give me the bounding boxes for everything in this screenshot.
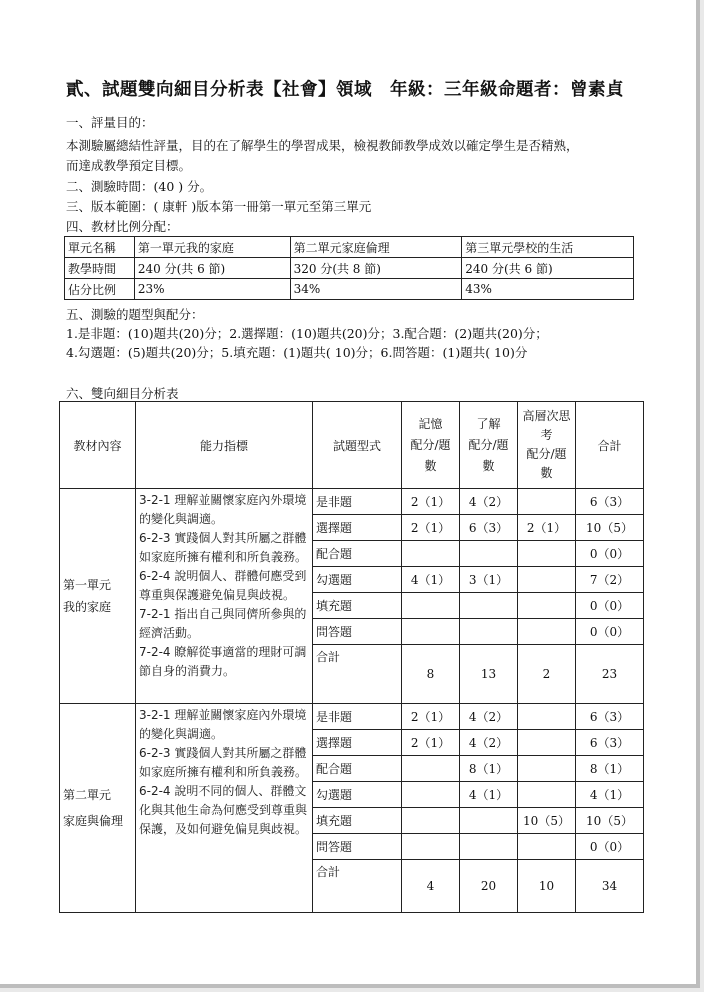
understand-cell: 6（3） (460, 515, 518, 541)
total-cell: 0（0） (576, 834, 644, 860)
section1-body-line2: 而達成教學預定目標。 (66, 158, 192, 173)
memory-cell: 4（1） (402, 567, 460, 593)
understand-sum: 13 (460, 645, 518, 704)
indicator-item: 3-2-1 理解並關懷家庭內外環境的變化與調適。 (139, 708, 307, 741)
memory-cell: 2（1） (402, 515, 460, 541)
memory-cell (402, 834, 460, 860)
higher-cell (518, 782, 576, 808)
page-title: 貳、試題雙向細目分析表【社會】領域 年級：三年級命題者：曾素貞 (66, 80, 624, 100)
memory-cell: 2（1） (402, 730, 460, 756)
header-indicator: 能力指標 (136, 402, 313, 489)
understand-cell (460, 834, 518, 860)
section5-heading: 五、測驗的題型與配分： (66, 307, 204, 322)
section3-scope: 三、版本範圍：( 康軒 )版本第一冊第一單元至第三單元 (66, 199, 372, 214)
total-sum: 34 (576, 860, 644, 913)
table-cell: 240 分(共 6 節) (462, 258, 634, 279)
memory-cell (402, 782, 460, 808)
total-cell: 10（5） (576, 515, 644, 541)
memory-cell (402, 808, 460, 834)
unit-name-line: 第一單元 (63, 578, 112, 592)
header-type: 試題型式 (313, 402, 402, 489)
table-cell: 教學時間 (65, 258, 135, 279)
higher-cell (518, 756, 576, 782)
table-cell: 第三單元學校的生活 (462, 237, 634, 258)
indicator-item: 6-2-4 說明不同的個人、群體文化與其他生命為何應受到尊重與保護，及如何避免偏見與歧視。 (139, 784, 308, 836)
total-cell: 6（3） (576, 489, 644, 515)
memory-cell: 2（1） (402, 489, 460, 515)
understand-sum: 20 (460, 860, 518, 913)
header-text: 數 (540, 466, 553, 480)
header-understand (460, 402, 518, 489)
memory-cell: 2（1） (402, 704, 460, 730)
total-cell: 8（1） (576, 756, 644, 782)
total-cell: 0（0） (576, 593, 644, 619)
indicator-item: 6-2-3 實踐個人對其所屬之群體如家庭所擁有權利和所負義務。 (139, 746, 308, 779)
item-type: 問答題 (313, 619, 402, 645)
item-type: 配合題 (313, 756, 402, 782)
item-type: 勾選題 (313, 567, 402, 593)
higher-cell (518, 730, 576, 756)
header-text: 配分/題 (410, 437, 451, 452)
section5-line1: 1.是非題：(10)題共(20)分；2.選擇題：(10)題共(20)分；3.配合題：(2)題共(20)分； (66, 326, 548, 341)
table-row (65, 258, 634, 279)
table-cell: 34% (290, 279, 462, 300)
understand-cell (460, 593, 518, 619)
table-cell: 23% (134, 279, 290, 300)
ability-indicators (136, 489, 313, 704)
higher-sum: 2 (518, 645, 576, 704)
item-type: 問答題 (313, 834, 402, 860)
table-cell: 320 分(共 8 節) (290, 258, 462, 279)
higher-cell: 10（5） (518, 808, 576, 834)
table-cell: 第二單元家庭倫理 (290, 237, 462, 258)
table-cell: 43% (462, 279, 634, 300)
higher-cell (518, 834, 576, 860)
total-cell: 6（3） (576, 730, 644, 756)
understand-cell (460, 808, 518, 834)
memory-sum: 4 (402, 860, 460, 913)
understand-cell: 4（2） (460, 704, 518, 730)
item-type: 是非題 (313, 704, 402, 730)
higher-cell (518, 593, 576, 619)
unit-name (60, 489, 136, 704)
item-type: 選擇題 (313, 515, 402, 541)
material-ratio-table (64, 236, 634, 300)
header-higher (518, 402, 576, 489)
total-cell: 6（3） (576, 704, 644, 730)
memory-cell (402, 593, 460, 619)
higher-cell: 2（1） (518, 515, 576, 541)
header-total: 合計 (576, 402, 644, 489)
unit-name-line: 家庭與倫理 (63, 814, 124, 828)
section2-time: 二、測驗時間：(40 ) 分。 (66, 179, 213, 194)
unit-name-line: 第二單元 (63, 788, 112, 802)
section5-line2: 4.勾選題：(5)題共(20)分；5.填充題：(1)題共( 10)分；6.問答題：(1)題共( 10)分 (66, 345, 528, 360)
memory-cell (402, 619, 460, 645)
higher-cell (518, 541, 576, 567)
memory-cell (402, 756, 460, 782)
header-content: 教材內容 (60, 402, 136, 489)
memory-sum: 8 (402, 645, 460, 704)
memory-cell (402, 541, 460, 567)
table-cell: 第一單元我的家庭 (134, 237, 290, 258)
higher-cell (518, 567, 576, 593)
table-row (60, 489, 644, 515)
two-way-spec-table (59, 401, 644, 913)
understand-cell (460, 541, 518, 567)
indicator-item: 7-2-4 瞭解從事適當的理財可調節自身的消費力。 (139, 645, 307, 678)
section1-body-line1: 本測驗屬總結性評量，目的在了解學生的學習成果，檢視教師教學成效以確定學生是否精熟， (66, 138, 579, 153)
item-type: 是非題 (313, 489, 402, 515)
higher-cell (518, 619, 576, 645)
header-text: 記憶 (418, 416, 443, 431)
ability-indicators (136, 704, 313, 913)
item-type: 選擇題 (313, 730, 402, 756)
total-cell: 7（2） (576, 567, 644, 593)
total-sum: 23 (576, 645, 644, 704)
item-type: 配合題 (313, 541, 402, 567)
total-cell: 0（0） (576, 541, 644, 567)
indicator-item: 6-2-4 說明個人、群體何應受到尊重與保護避免偏見與歧視。 (139, 569, 307, 602)
understand-cell: 4（1） (460, 782, 518, 808)
total-cell: 10（5） (576, 808, 644, 834)
spec-header-row (60, 402, 644, 489)
item-type: 填充題 (313, 808, 402, 834)
table-row (65, 279, 634, 300)
understand-cell: 4（2） (460, 730, 518, 756)
header-text: 數 (482, 458, 495, 473)
header-text: 數 (424, 458, 437, 473)
higher-sum: 10 (518, 860, 576, 913)
table-row (60, 704, 644, 730)
unit-name (60, 704, 136, 913)
total-cell: 4（1） (576, 782, 644, 808)
header-text: 配分/題 (526, 447, 567, 461)
section4-heading: 四、教材比例分配： (66, 219, 179, 234)
sum-label: 合計 (313, 645, 402, 704)
unit-name-line: 我的家庭 (63, 600, 112, 614)
higher-cell (518, 704, 576, 730)
indicator-item: 6-2-3 實踐個人對其所屬之群體如家庭所擁有權利和所負義務。 (139, 531, 308, 564)
header-text: 了解 (476, 416, 501, 431)
table-cell: 240 分(共 6 節) (134, 258, 290, 279)
table-cell: 單元名稱 (65, 237, 135, 258)
indicator-item: 7-2-1 指出自己與同儕所參與的經濟活動。 (139, 607, 307, 640)
section1-heading: 一、評量目的： (66, 115, 154, 130)
indicator-item: 3-2-1 理解並關懷家庭內外環境的變化與調適。 (139, 493, 307, 526)
section6-heading: 六、雙向細目分析表 (66, 386, 179, 401)
item-type: 勾選題 (313, 782, 402, 808)
understand-cell: 3（1） (460, 567, 518, 593)
understand-cell (460, 619, 518, 645)
header-text: 高層次思 (522, 409, 571, 423)
table-cell: 佔分比例 (65, 279, 135, 300)
total-cell: 0（0） (576, 619, 644, 645)
table-header-row (65, 237, 634, 258)
sum-label: 合計 (313, 860, 402, 913)
item-type: 填充題 (313, 593, 402, 619)
header-text: 配分/題 (468, 437, 509, 452)
higher-cell (518, 489, 576, 515)
header-memory (402, 402, 460, 489)
understand-cell: 8（1） (460, 756, 518, 782)
understand-cell: 4（2） (460, 489, 518, 515)
header-text: 考 (540, 428, 553, 442)
